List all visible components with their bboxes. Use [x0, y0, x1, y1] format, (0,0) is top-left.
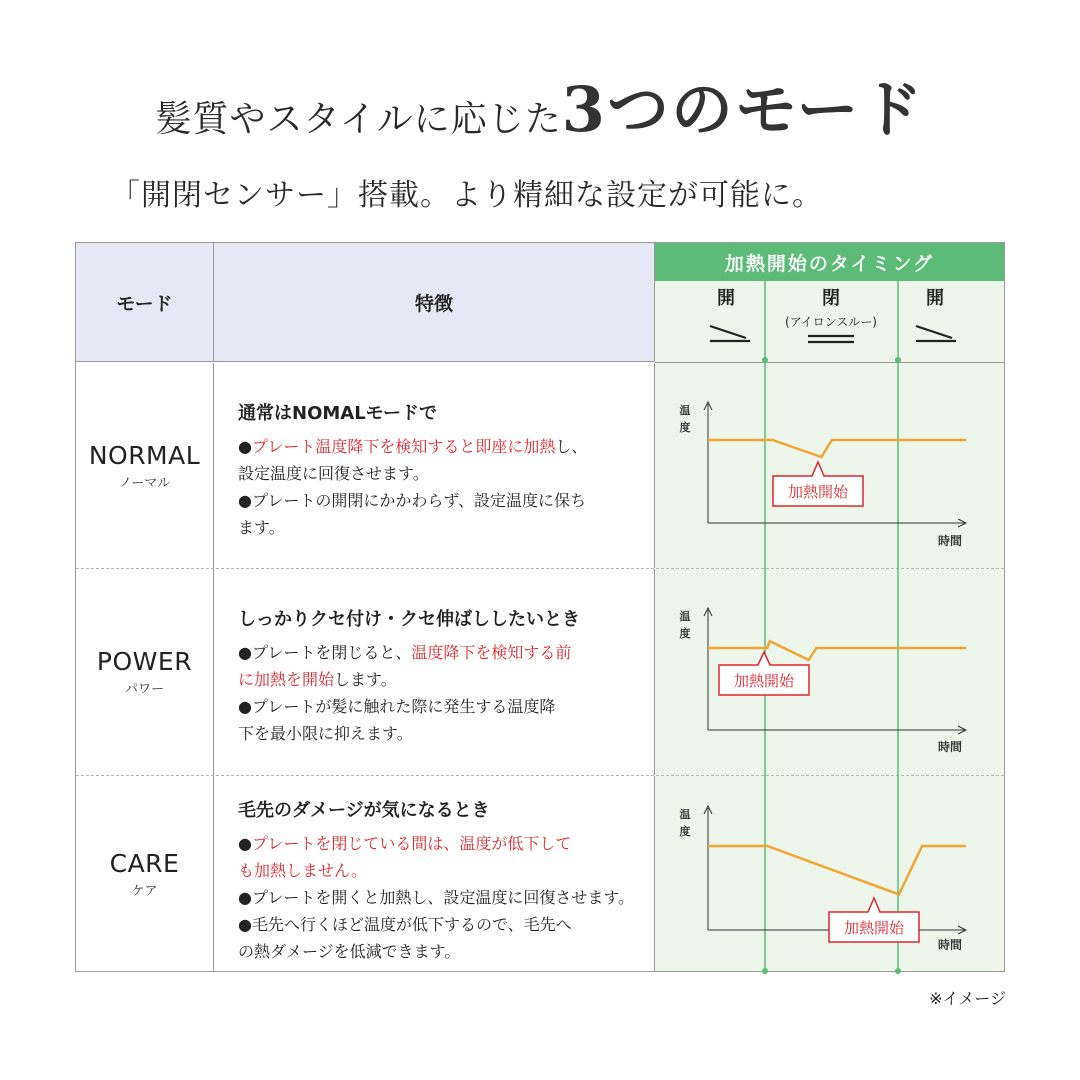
feature-text: の熱ダメージを低減できます。: [238, 942, 461, 961]
divider-dot: [762, 968, 768, 974]
feature-lines: [238, 639, 654, 747]
feature-line: [238, 514, 654, 541]
feature-text: します。: [334, 670, 397, 689]
temperature-line: [708, 846, 966, 894]
image-note: ※イメージ: [929, 989, 1006, 1008]
feature-text: ●毛先へ行くほど温度が低下するので、毛先へ: [238, 915, 572, 934]
mode-kana: ノーマル: [118, 475, 171, 491]
feature-highlight: も加熱しません。: [238, 861, 367, 880]
header-features: 特徴: [214, 243, 655, 362]
mode-name: CARE: [109, 848, 180, 878]
feature-highlight: プレートを閉じている間は、温度が低下して: [251, 834, 572, 853]
headline: [0, 60, 1080, 149]
feature-highlight: 温度降下を検知する前: [411, 643, 572, 662]
callout-text: 加熱開始: [787, 483, 849, 501]
header-mode: モード: [76, 243, 214, 362]
svg-text:温: 温: [679, 610, 691, 623]
mode-power: [76, 569, 214, 775]
chart-care: [680, 806, 967, 952]
feature-text: ます。: [238, 518, 285, 537]
feature-text: ●: [238, 437, 252, 456]
chart-normal: [680, 402, 967, 548]
feature-text: ●プレートの開閉にかかわらず、設定温度に保ち: [238, 491, 587, 510]
features-normal: [214, 363, 655, 568]
feature-line: [238, 666, 654, 693]
feature-text: ●: [238, 834, 252, 853]
feature-highlight: に加熱を開始: [238, 670, 335, 689]
feature-lines: [238, 830, 654, 965]
feature-line: [238, 911, 654, 938]
feature-line: [238, 460, 654, 487]
phase-sublabel-closed: (アイロンスルー): [785, 315, 877, 329]
phase-header: [710, 288, 956, 342]
mode-name: POWER: [96, 647, 193, 676]
heat-start-callout: [829, 898, 919, 942]
closed-plate-icon: [808, 336, 854, 342]
feature-text: 下を最小限に抑えます。: [238, 724, 413, 743]
open-plate-icon: [710, 326, 750, 341]
x-axis-label: 時間: [937, 938, 963, 952]
y-axis-label: [680, 609, 691, 640]
mode-kana: ケア: [131, 883, 158, 899]
feature-line: [238, 830, 654, 857]
temperature-line: [708, 440, 966, 457]
feature-line: [238, 720, 654, 747]
feature-title: 通常はNOMALモードで: [238, 403, 437, 424]
svg-text:温: 温: [679, 808, 691, 821]
header-timing: 加熱開始のタイミング: [655, 243, 1004, 281]
mode-care: [76, 776, 214, 971]
feature-line: [238, 487, 654, 514]
feature-text: 設定温度に回復させます。: [238, 464, 429, 483]
feature-text: ●プレートを閉じると、: [238, 643, 412, 662]
headline-main: 髪質やスタイルに応じた: [155, 99, 562, 140]
phase-label-closed: 閉: [822, 288, 840, 309]
phase-label-open-1: 開: [717, 288, 735, 309]
svg-text:度: 度: [679, 627, 691, 640]
open-plate-icon: [916, 326, 956, 341]
divider-dot: [895, 357, 901, 363]
y-axis-label: [680, 403, 691, 434]
mode-name: NORMAL: [88, 440, 201, 470]
x-axis-label: 時間: [937, 534, 963, 548]
feature-line: [238, 693, 654, 720]
divider-dot: [895, 968, 901, 974]
chart-power: [680, 608, 967, 754]
feature-text: し、: [555, 437, 588, 456]
callout-text: 加熱開始: [843, 919, 905, 937]
svg-text:度: 度: [679, 825, 691, 838]
x-axis-label: 時間: [937, 740, 963, 754]
svg-text:温: 温: [679, 404, 691, 417]
feature-title: 毛先のダメージが気になるとき: [238, 800, 490, 821]
features-care: [214, 776, 655, 971]
mode-normal: [76, 363, 214, 568]
mode-kana: パワー: [124, 682, 164, 697]
timing-charts: [654, 240, 1006, 975]
heat-start-callout: [719, 652, 809, 695]
y-axis-label: [680, 807, 691, 838]
feature-text: ●プレートを開くと加熱し、設定温度に回復させます。: [238, 888, 635, 907]
feature-line: [238, 857, 654, 884]
feature-lines: [238, 433, 654, 541]
divider-dot: [762, 357, 768, 363]
phase-label-open-2: 開: [926, 288, 944, 309]
feature-highlight: プレート温度降下を検知すると即座に加熱: [251, 437, 556, 456]
feature-text: ●プレートが髪に触れた際に発生する温度降: [238, 697, 556, 716]
feature-line: [238, 639, 654, 666]
headline-accent: 3つのモード: [561, 73, 925, 146]
feature-line: [238, 884, 654, 911]
feature-line: [238, 433, 654, 460]
subheadline: 「開閉センサー」搭載。より精細な設定が可能に。: [110, 178, 823, 213]
feature-line: [238, 938, 654, 965]
temperature-line: [708, 641, 966, 660]
feature-title: しっかりクセ付け・クセ伸ばししたいとき: [238, 609, 580, 630]
callout-text: 加熱開始: [733, 672, 795, 690]
svg-text:度: 度: [679, 421, 691, 434]
heat-start-callout: [773, 462, 863, 506]
features-power: [214, 569, 655, 775]
